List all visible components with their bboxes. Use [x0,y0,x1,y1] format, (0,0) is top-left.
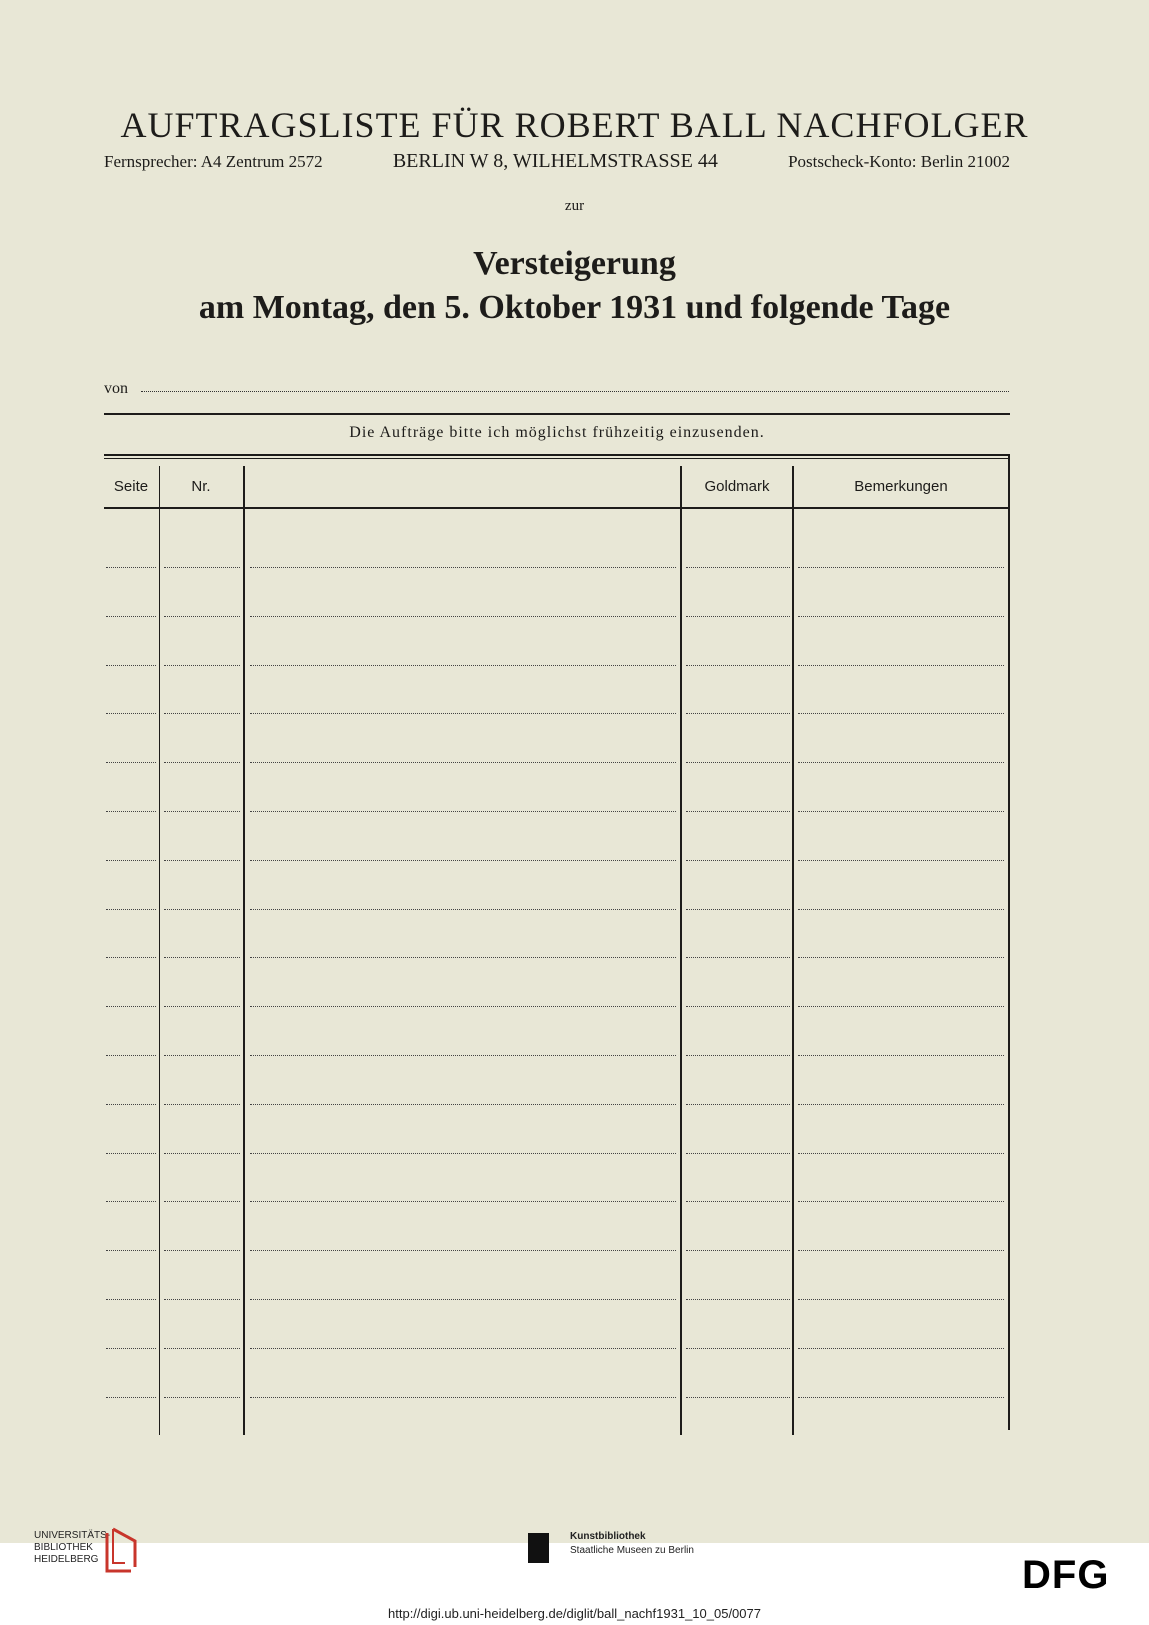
row-line[interactable] [250,1397,676,1398]
row-line[interactable] [250,567,676,568]
row-line[interactable] [686,713,790,714]
row-line[interactable] [250,616,676,617]
row-line[interactable] [106,616,156,617]
row-line[interactable] [164,762,240,763]
row-line[interactable] [164,811,240,812]
row-line[interactable] [250,762,676,763]
row-line[interactable] [250,1104,676,1105]
row-line[interactable] [106,1201,156,1202]
von-field-line[interactable] [141,391,1009,392]
kunstbibliothek-label [570,1530,694,1558]
row-line[interactable] [164,665,240,666]
row-line[interactable] [106,1299,156,1300]
row-line[interactable] [106,567,156,568]
row-line[interactable] [250,1006,676,1007]
col-header-bemerkungen: Bemerkungen [854,478,948,495]
divider-rule [104,413,1010,415]
row-line[interactable] [164,909,240,910]
ub-line3: HEIDELBERG [34,1554,99,1565]
row-line[interactable] [250,1299,676,1300]
row-line[interactable] [798,1397,1004,1398]
col-header-nr: Nr. [191,478,211,495]
instruction-note: Die Aufträge bitte ich möglichst frühzeitig einzusenden. [349,424,765,441]
row-line[interactable] [798,567,1004,568]
row-line[interactable] [164,1250,240,1251]
event-title: Versteigerung [473,245,676,282]
row-line[interactable] [250,1201,676,1202]
row-line[interactable] [250,1250,676,1251]
row-line[interactable] [798,811,1004,812]
row-line[interactable] [686,909,790,910]
row-line[interactable] [686,1397,790,1398]
row-line[interactable] [106,762,156,763]
row-line[interactable] [250,665,676,666]
row-line[interactable] [798,1348,1004,1349]
dfg-logo: DFG [1022,1553,1110,1597]
kb-sub: Staatliche Museen zu Berlin [570,1545,694,1556]
ub-mark-icon [103,1527,139,1573]
row-line[interactable] [164,616,240,617]
row-line[interactable] [164,1006,240,1007]
kb-name: Kunstbibliothek [570,1531,646,1542]
row-line[interactable] [686,1104,790,1105]
row-line[interactable] [250,860,676,861]
row-line[interactable] [164,713,240,714]
table-top-rule [104,454,1010,456]
col-header-goldmark: Goldmark [704,478,770,495]
row-line[interactable] [686,860,790,861]
column-line-nr [243,466,245,1435]
row-line[interactable] [798,665,1004,666]
row-line[interactable] [164,957,240,958]
row-line[interactable] [798,909,1004,910]
row-line[interactable] [106,1397,156,1398]
event-heading [0,242,1149,330]
row-line[interactable] [250,909,676,910]
row-line[interactable] [164,1348,240,1349]
row-line[interactable] [106,1153,156,1154]
row-line[interactable] [686,762,790,763]
column-line-description [680,466,682,1435]
row-line[interactable] [686,1348,790,1349]
ub-line1: UNIVERSITÄTS- [34,1530,111,1541]
row-line[interactable] [164,1299,240,1300]
row-line[interactable] [686,1153,790,1154]
row-line[interactable] [250,811,676,812]
column-line-goldmark [792,466,794,1435]
row-line[interactable] [798,1006,1004,1007]
row-line[interactable] [106,713,156,714]
row-line[interactable] [798,713,1004,714]
postcheck-text: Postscheck-Konto: Berlin 21002 [788,152,1010,171]
row-line[interactable] [106,1006,156,1007]
row-line[interactable] [686,567,790,568]
row-line[interactable] [686,957,790,958]
row-line[interactable] [686,616,790,617]
row-line[interactable] [106,1104,156,1105]
col-header-seite: Seite [113,478,149,495]
source-url[interactable]: http://digi.ub.uni-heidelberg.de/diglit/ball_nachf1931_10_05/0077 [388,1606,761,1621]
row-line[interactable] [798,1104,1004,1105]
row-line[interactable] [798,1250,1004,1251]
row-line[interactable] [686,1299,790,1300]
table-header-rule [104,507,1008,509]
row-line[interactable] [798,616,1004,617]
row-line[interactable] [798,1055,1004,1056]
row-line[interactable] [106,665,156,666]
row-line[interactable] [686,665,790,666]
row-line[interactable] [164,1153,240,1154]
row-line[interactable] [250,1153,676,1154]
event-date: am Montag, den 5. Oktober 1931 und folgende Tage [198,289,951,326]
row-line[interactable] [798,860,1004,861]
row-line[interactable] [798,1153,1004,1154]
row-line[interactable] [106,860,156,861]
row-line[interactable] [106,957,156,958]
row-line[interactable] [798,762,1004,763]
row-line[interactable] [164,1055,240,1056]
row-line[interactable] [106,909,156,910]
row-line[interactable] [164,1397,240,1398]
contact-line [104,150,1010,173]
zur-text: zur [564,198,585,214]
row-line[interactable] [250,1055,676,1056]
row-line[interactable] [164,1104,240,1105]
row-line[interactable] [686,1006,790,1007]
row-line[interactable] [686,811,790,812]
row-line[interactable] [164,860,240,861]
phone-text: Fernsprecher: A4 Zentrum 2572 [104,152,323,171]
table-right-border [1008,454,1010,1430]
row-line[interactable] [106,1250,156,1251]
row-line[interactable] [164,567,240,568]
kunstbibliothek-mark-icon [528,1533,549,1563]
column-line-seite [159,466,160,1435]
row-line[interactable] [686,1250,790,1251]
row-line[interactable] [250,957,676,958]
row-line[interactable] [798,957,1004,958]
row-line[interactable] [106,1055,156,1056]
row-line[interactable] [106,811,156,812]
row-line[interactable] [798,1299,1004,1300]
von-label: von [104,380,128,397]
row-line[interactable] [164,1201,240,1202]
address-text: BERLIN W 8, WILHELMSTRASSE 44 [392,150,718,172]
row-line[interactable] [686,1201,790,1202]
document-title: AUFTRAGSLISTE FÜR ROBERT BALL NACHFOLGER [120,105,1029,145]
ub-heidelberg-logo [34,1530,110,1566]
row-line[interactable] [686,1055,790,1056]
row-line[interactable] [798,1201,1004,1202]
row-line[interactable] [250,713,676,714]
ub-line2: BIBLIOTHEK [34,1542,93,1553]
row-line[interactable] [106,1348,156,1349]
table-top-rule-2 [104,458,1008,459]
row-line[interactable] [250,1348,676,1349]
